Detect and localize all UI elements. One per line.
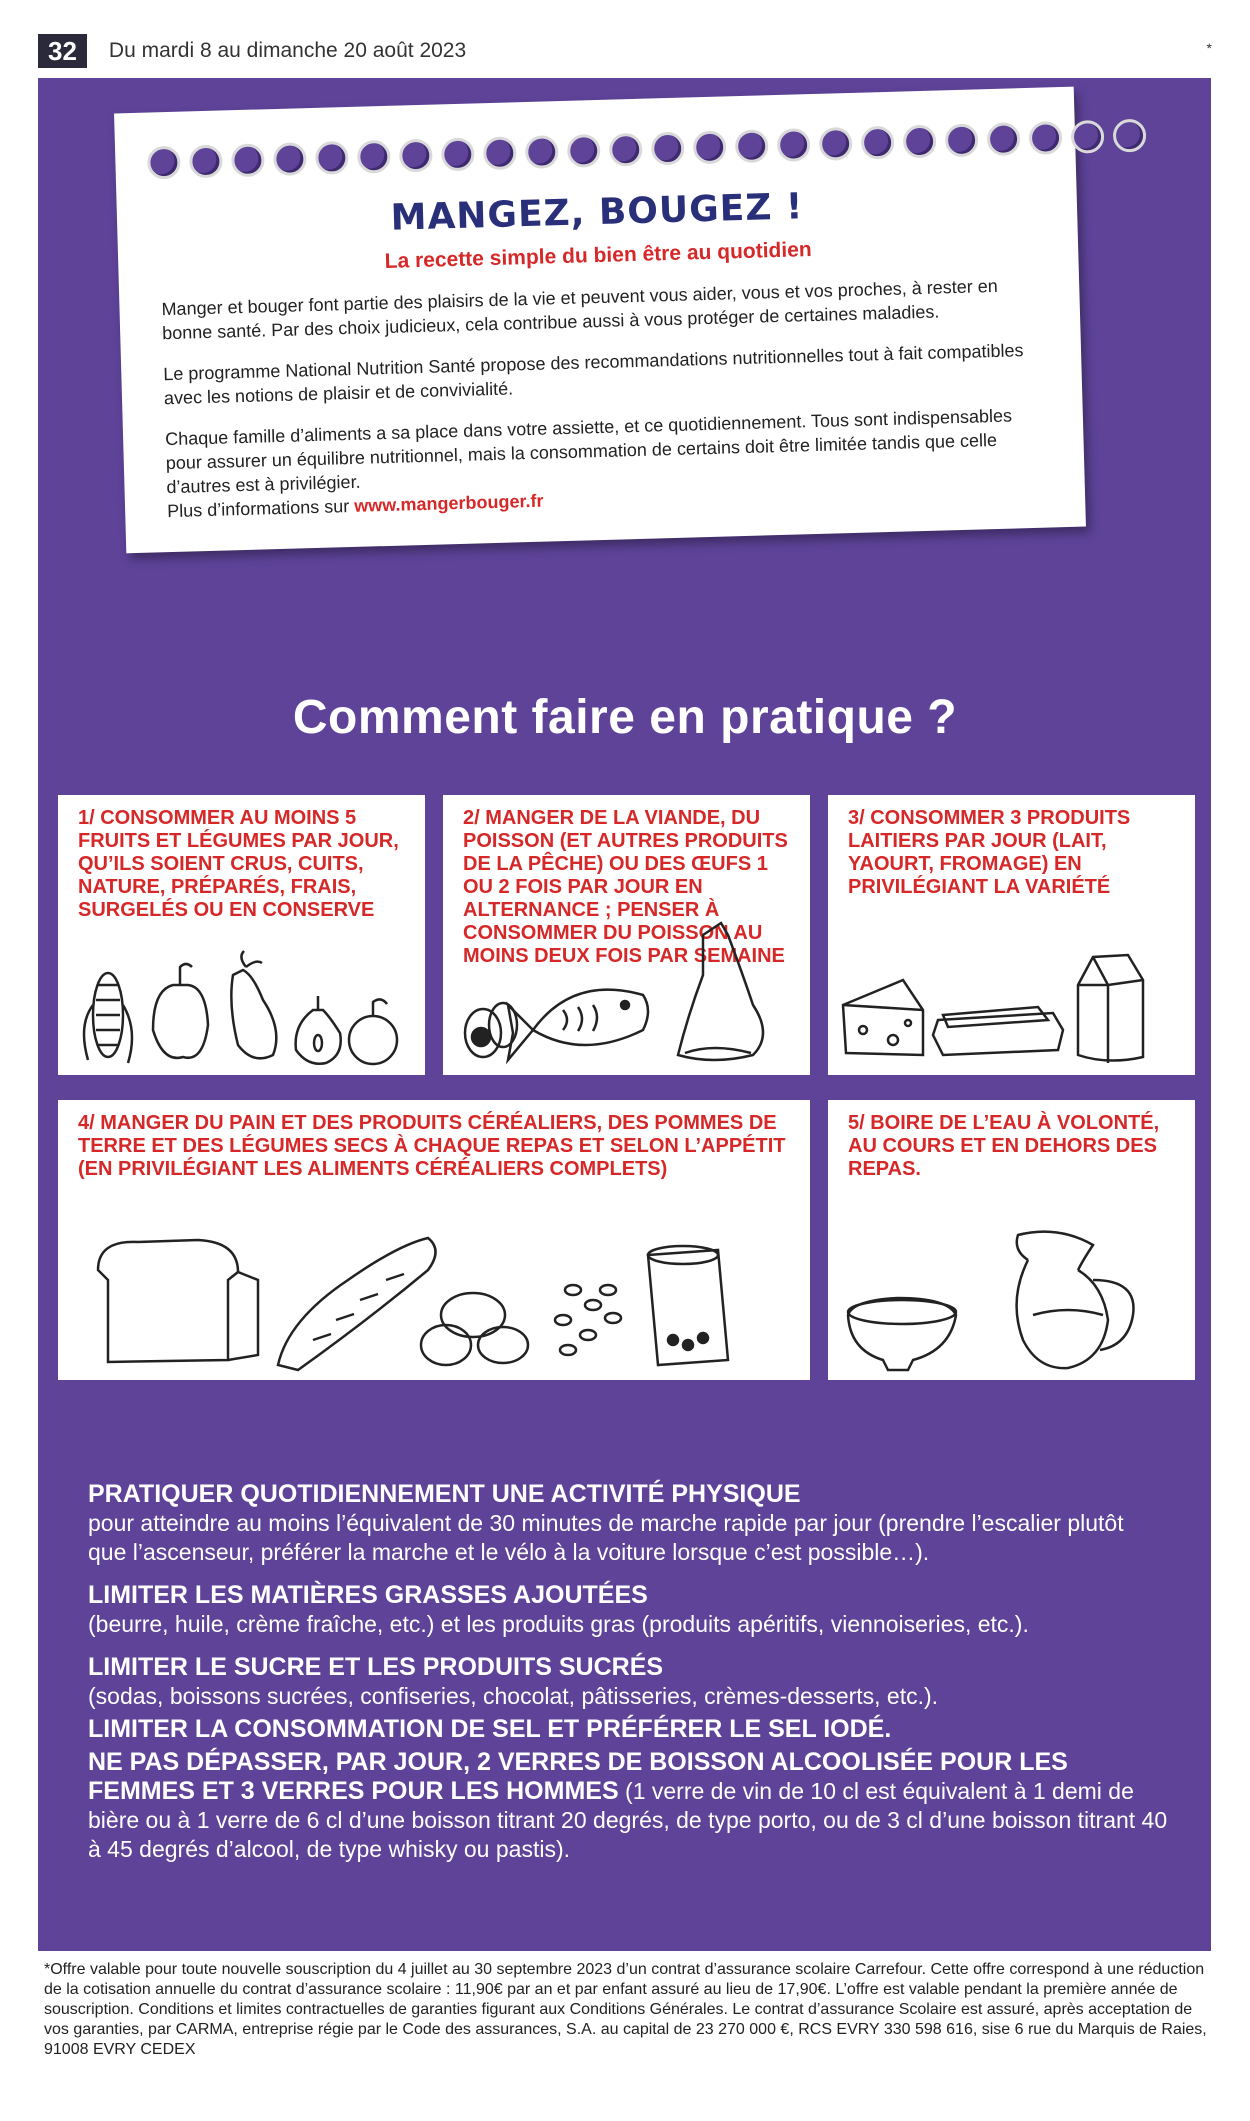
footnote-mark: * xyxy=(1206,40,1212,56)
fish-meat-egg-icon xyxy=(453,915,803,1070)
note-paragraph-3: Chaque famille d’aliments a sa place dans votre assiette, et ce quotidiennement. Tous sont indispensables pour assurer un équilibre nutritionnel, mais la consommation de certains doit être limitée tandis que celle d’autres est à privilégier. xyxy=(164,405,1013,498)
tips-list xyxy=(88,1480,1168,1878)
tip-salt-heading: LIMITER LA CONSOMMATION DE SEL ET PRÉFÉRER LE SEL IODÉ. xyxy=(88,1715,892,1743)
note-paragraph-2: Le programme National Nutrition Santé propose des recommandations nutritionnelles tout à fait compatibles avec les notions de plaisir et de convivialité. xyxy=(163,340,1024,409)
section-title: Comment faire en pratique ? xyxy=(292,691,958,744)
tip-alcohol-heading: NE PAS DÉPASSER, PAR JOUR, 2 VERRES DE BOISSON ALCOOLISÉE POUR LES FEMMES ET 3 VERRES POUR LES HOMMES xyxy=(88,1748,1068,1805)
tip-box-2-text: 2/ MANGER DE LA VIANDE, DU POISSON (ET AUTRES PRODUITS DE LA PÊCHE) OU DES ŒUFS 1 OU 2 FOIS PAR JOUR EN ALTERNANCE ; PENSER À CONSOMMER DU POISSON AU MOINS DEUX FOIS PAR SEMAINE xyxy=(463,807,788,967)
legal-footer: *Offre valable pour toute nouvelle souscription du 4 juillet au 30 septembre 2023 d’un contrat d’assurance scolaire Carrefour. Cette offre correspond à une réduction de la cotisation annuelle du contrat d’assurance scolaire : 11,90€ par an et par enfant assuré au lieu de 17,90€. L’offre est valable pendant la première année de souscription. Conditions et limites contractuelles de garanties figurant aux Conditions Générales. Le contrat d’assurance Scolaire est assuré, après acceptation de vos garanties, par CARMA, entreprise régie par le Code des assurances, S.A. au capital de 23 270 000 €, RCS EVRY 330 598 616, sise 6 rue du Marquis de Raies, 91008 EVRY CEDEX xyxy=(44,1961,1207,2058)
note-title: MANGEZ, BOUGEZ ! xyxy=(390,186,804,239)
page-header xyxy=(38,34,466,68)
tip-salt xyxy=(88,1715,1168,1744)
fruits-vegetables-icon xyxy=(68,945,418,1070)
tip-alcohol-text: (1 verre de vin de 10 cl est équivalent à 1 demi de bière ou à 1 verre de 6 cl d’une boisson titrant 20 degrés, de type porto, ou de 3 cl d’une boisson titrant 40 à 45 degrés d’alcool, de type whisky ou pastis). xyxy=(88,1778,1168,1862)
tip-activity xyxy=(88,1480,1168,1567)
tip-activity-text: pour atteindre au moins l’équivalent de 30 minutes de marche rapide par jour (prendre l’escalier plutôt que l’ascenseur, préférer la marche et le vélo à la voiture lorsque c’est possible…). xyxy=(88,1510,1124,1565)
tip-alcohol xyxy=(88,1748,1168,1864)
tip-sugar xyxy=(88,1653,1168,1711)
tip-box-5-text: 5/ BOIRE DE L’EAU À VOLONTÉ, AU COURS ET EN DEHORS DES REPAS. xyxy=(848,1112,1160,1180)
tip-box-1-text: 1/ CONSOMMER AU MOINS 5 FRUITS ET LÉGUMES PAR JOUR, QU’ILS SOIENT CRUS, CUITS, NATURE, PRÉPARÉS, FRAIS, SURGELÉS OU EN CONSERVE xyxy=(78,807,399,921)
tip-box-5 xyxy=(828,1100,1195,1380)
tip-fats-text: (beurre, huile, crème fraîche, etc.) et les produits gras (produits apéritifs, viennoiseries, etc.). xyxy=(88,1611,1029,1637)
tip-sugar-heading: LIMITER LE SUCRE ET LES PRODUITS SUCRÉS xyxy=(88,1653,664,1681)
tip-box-3-text: 3/ CONSOMMER 3 PRODUITS LAITIERS PAR JOUR (LAIT, YAOURT, FROMAGE) EN PRIVILÉGIANT LA VARIÉTÉ xyxy=(848,807,1131,898)
page-number: 32 xyxy=(38,34,87,68)
tip-box-4 xyxy=(58,1100,810,1380)
tip-fats xyxy=(88,1581,1168,1639)
tip-sugar-text: (sodas, boissons sucrées, confiseries, chocolat, pâtisseries, crèmes-desserts, etc.). xyxy=(88,1683,939,1709)
spiral-rings xyxy=(147,119,1147,180)
mangerbouger-link[interactable]: www.mangerbouger.fr xyxy=(353,490,544,516)
tip-fats-heading: LIMITER LES MATIÈRES GRASSES AJOUTÉES xyxy=(88,1581,648,1609)
note-subtitle: La recette simple du bien être au quotidien xyxy=(384,238,812,273)
tip-box-3 xyxy=(828,795,1195,1075)
more-info-prefix: Plus d’informations sur xyxy=(166,496,350,522)
water-jug-icon xyxy=(838,1220,1188,1375)
tip-box-4-text: 4/ MANGER DU PAIN ET DES PRODUITS CÉRÉALIERS, DES POMMES DE TERRE ET DES LÉGUMES SECS À CHAQUE REPAS ET SELON L’APPÉTIT (EN PRIVILÉGIANT LES ALIMENTS CÉRÉALIERS COMPLETS) xyxy=(78,1112,786,1180)
dairy-icon xyxy=(838,935,1188,1070)
bread-cereals-icon xyxy=(68,1210,803,1375)
tip-box-2 xyxy=(443,795,810,1075)
tip-box-1 xyxy=(58,795,425,1075)
note-paragraph-1: Manger et bouger font partie des plaisirs de la vie et peuvent vous aider, vous et vos proches, à rester en bonne santé. Par des choix judicieux, cela contribue aussi à vous protéger de certaines maladies. xyxy=(161,275,998,344)
date-range: Du mardi 8 au dimanche 20 août 2023 xyxy=(108,39,467,62)
tip-activity-heading: PRATIQUER QUOTIDIENNEMENT UNE ACTIVITÉ PHYSIQUE xyxy=(88,1480,801,1508)
notepad-card xyxy=(114,87,1086,554)
